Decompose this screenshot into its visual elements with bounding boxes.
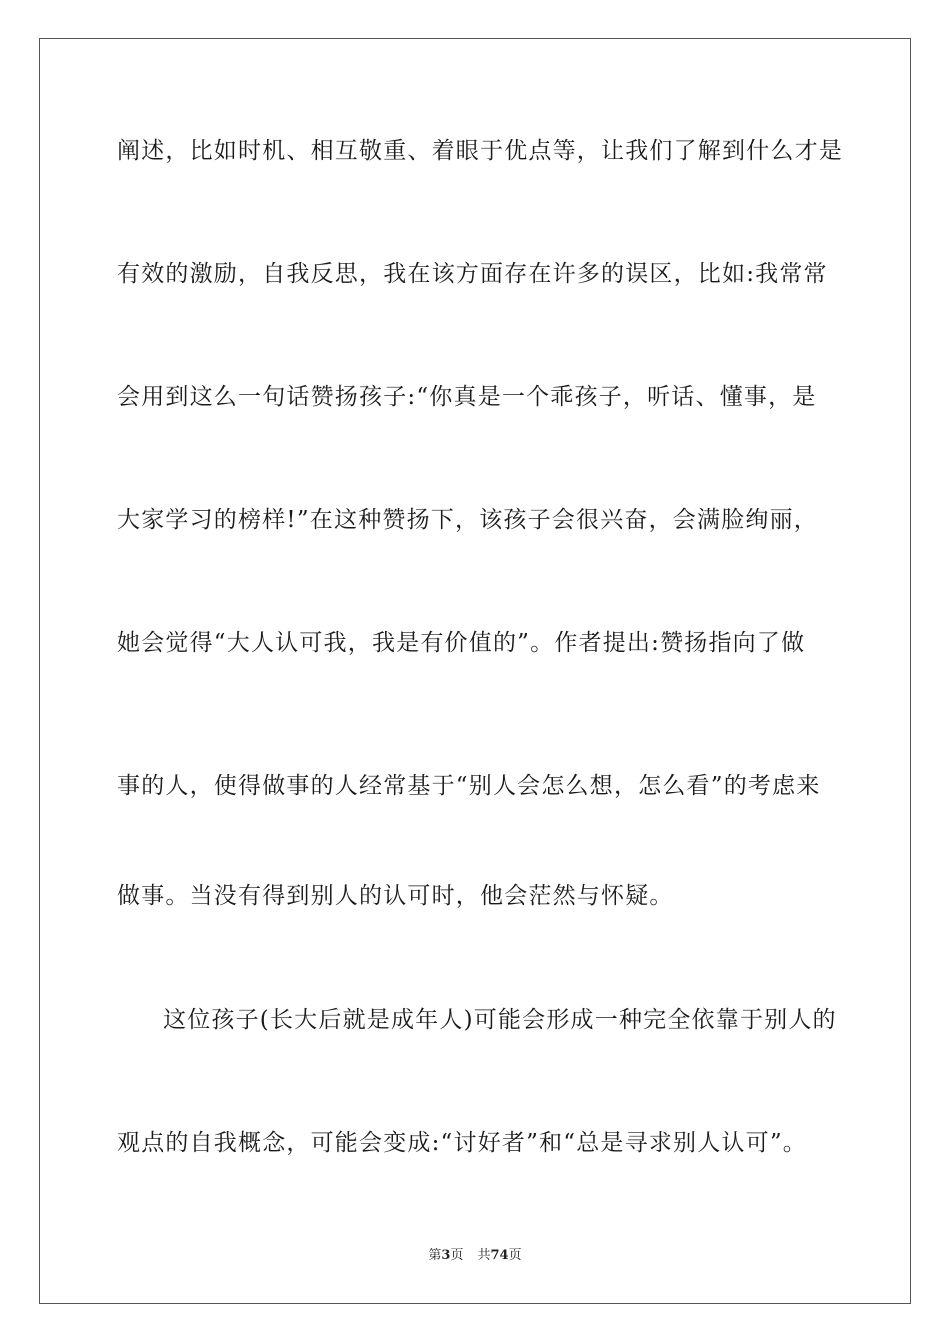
footer-page-suffix: 页 (450, 1248, 464, 1263)
footer-total-suffix: 页 (508, 1248, 522, 1263)
paragraph-first-line: 这位孩子(长大后就是成年人)可能会形成一种完全依靠于别人的 (163, 1007, 837, 1033)
footer-total-pages: 74 (490, 1248, 509, 1263)
text-line: 做事。当没有得到别人的认可时，他会茫然与怀疑。 (117, 883, 674, 909)
text-line: 有效的激励，自我反思，我在该方面存在许多的误区，比如:我常常 (117, 261, 828, 287)
text-line: 她会觉得“大人认可我，我是有价值的”。作者提出:赞扬指向了做 (117, 630, 806, 656)
page-frame (39, 38, 911, 1304)
footer-page-prefix: 第 (428, 1248, 442, 1263)
text-line: 阐述，比如时机、相互敬重、着眼于优点等，让我们了解到什么才是 (117, 138, 843, 164)
page-footer (0, 1248, 950, 1264)
footer-total-prefix: 共 (477, 1248, 491, 1263)
text-line: 大家学习的榜样!”在这种赞扬下，该孩子会很兴奋，会满脸绚丽， (117, 507, 819, 533)
text-line: 会用到这么一句话赞扬孩子:“你真是一个乖孩子，听话、懂事，是 (117, 384, 817, 410)
text-line: 事的人，使得做事的人经常基于“别人会怎么想，怎么看”的考虑来 (117, 773, 821, 799)
footer-page-number: 3 (441, 1248, 451, 1263)
text-line: 观点的自我概念，可能会变成:“讨好者”和“总是寻求别人认可”。 (117, 1130, 807, 1156)
